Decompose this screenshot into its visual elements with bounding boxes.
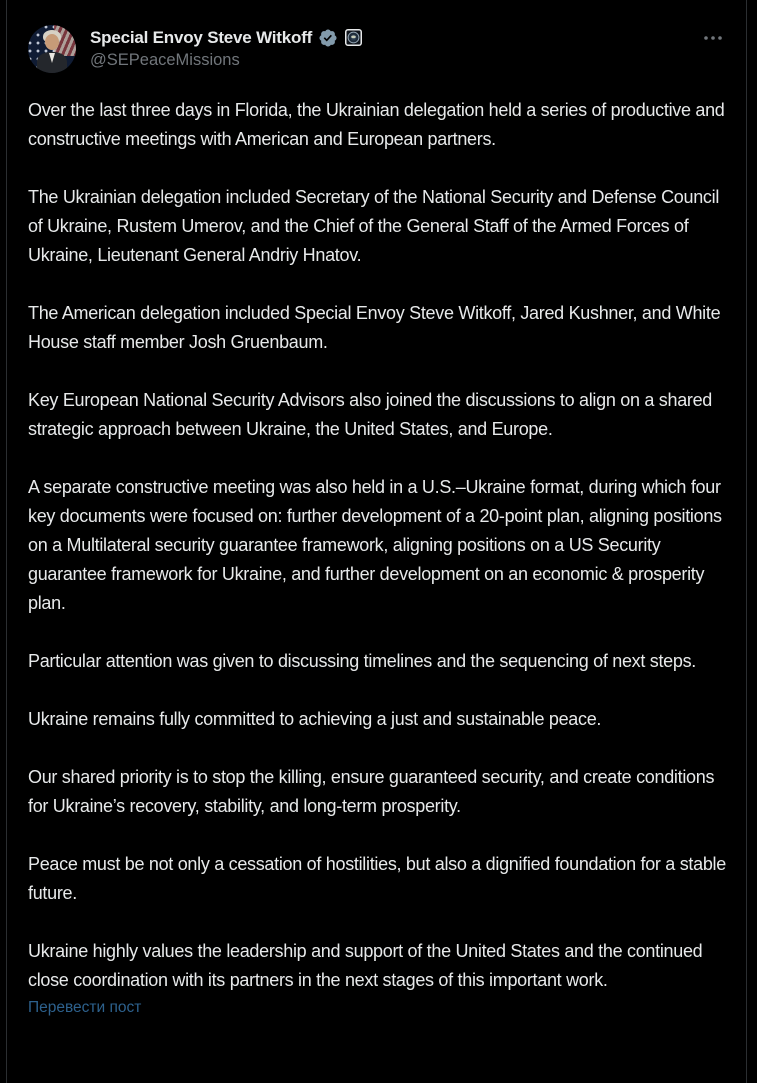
tweet-text-paragraph: Peace must be not only a cessation of hostilities, but also a dignified foundation for a stable future. <box>28 854 726 903</box>
author-block <box>90 25 362 71</box>
tweet-text <box>28 96 726 995</box>
avatar[interactable] <box>28 25 76 73</box>
tweet-card <box>6 0 747 1083</box>
verified-badge-icon[interactable] <box>318 28 338 48</box>
author-handle[interactable]: @SEPeaceMissions <box>90 51 240 69</box>
tweet-text-paragraph: Our shared priority is to stop the killing, ensure guaranteed security, and create conditions for Ukraine’s recovery, stability, and long-term prosperity. <box>28 767 715 816</box>
display-name[interactable]: Special Envoy Steve Witkoff <box>90 28 313 47</box>
tweet-text-paragraph: Ukraine highly values the leadership and support of the United States and the continued close coordination with its partners in the next stages of this important work. <box>28 941 703 990</box>
translate-post-link[interactable]: Перевести пост <box>28 999 142 1016</box>
tweet-text-paragraph: A separate constructive meeting was also held in a U.S.–Ukraine format, during which four key documents were focused on: further development of a 20-point plan, aligning positions on a Multilateral security guarantee framework, aligning positions on a US Security guarantee framework for Ukraine, and further development on an economic & prosperity plan. <box>28 477 722 613</box>
more-options-icon[interactable] <box>700 25 726 51</box>
tweet-header <box>28 25 726 73</box>
tweet-text-paragraph: Particular attention was given to discussing timelines and the sequencing of next steps. <box>28 651 696 671</box>
tweet-text-paragraph: The American delegation included Special Envoy Steve Witkoff, Jared Kushner, and White House staff member Josh Gruenbaum. <box>28 303 721 352</box>
tweet-text-paragraph: Over the last three days in Florida, the Ukrainian delegation held a series of productive and constructive meetings with American and European partners. <box>28 100 725 149</box>
tweet-text-paragraph: Key European National Security Advisors also joined the discussions to align on a shared strategic approach between Ukraine, the United States, and Europe. <box>28 390 713 439</box>
tweet-text-paragraph: Ukraine remains fully committed to achieving a just and sustainable peace. <box>28 709 602 729</box>
tweet-text-paragraph: The Ukrainian delegation included Secretary of the National Security and Defense Council of Ukraine, Rustem Umerov, and the Chief of the General Staff of the Armed Forces of Ukraine, Lieutenant General Andriy Hnatov. <box>28 187 720 265</box>
affiliate-seal-badge-icon[interactable] <box>345 29 362 46</box>
avatar-person-face <box>45 34 59 50</box>
